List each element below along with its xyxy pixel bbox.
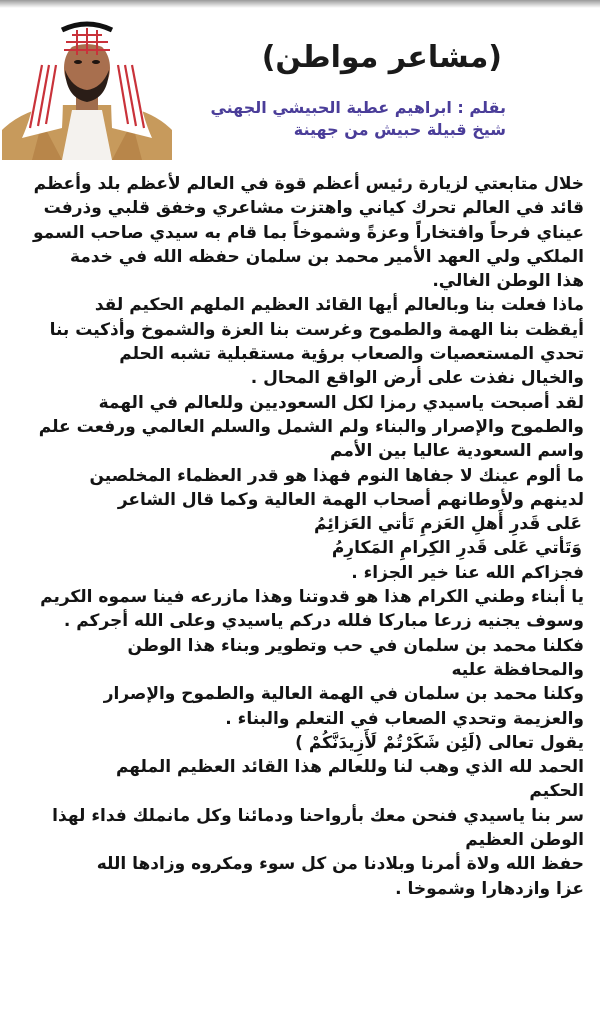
text-line: تحدي المستعصيات والصعاب برؤية مستقبلية تشبه الحلم xyxy=(119,344,584,365)
text-line: حفظ الله ولاة أمرنا وبلادنا من كل سوء ومكروه وزادها الله xyxy=(96,854,584,875)
text-line: عزا وازدهارا وشموخا . xyxy=(395,878,584,899)
text-line: لدينهم ولأوطانهم أصحاب الهمة العالية وكما قال الشاعر xyxy=(117,489,584,510)
text-line: الحكيم xyxy=(529,781,584,802)
text-line: وسوف يجنيه زرعا مباركا فلله دركم ياسيدي وعلى الله أجركم . xyxy=(63,611,584,632)
article-header xyxy=(175,40,590,160)
text-line: الوطن العظيم xyxy=(465,830,584,851)
article-title: (مشاعر مواطن) xyxy=(261,40,502,75)
poem-verse: عَلى قَدرِ أَهلِ العَزمِ تَأتي العَزائِمُ xyxy=(314,514,582,535)
text-line: والمحافظة عليه xyxy=(451,659,584,680)
text-line: فجزاكم الله عنا خير الجزاء . xyxy=(351,562,584,583)
text-line: ما ألوم عينك لا جفاها النوم فهذا هو قدر العظماء المخلصين xyxy=(89,465,584,486)
text-line: لقد أصبحت ياسيدي رمزا لكل السعوديين وللعالم في الهمة xyxy=(98,392,584,413)
poem-verse: وَتَأتي عَلى قَدرِ الكِرامِ المَكارِمُ xyxy=(331,538,582,559)
top-shadow xyxy=(0,0,600,8)
text-line: وكلنا محمد بن سلمان في الهمة العالية والطموح والإصرار xyxy=(103,684,584,705)
author-title: شيخ قبيلة حبيش من جهينة xyxy=(293,120,506,139)
author-portrait xyxy=(2,10,172,160)
text-line: هذا الوطن الغالي. xyxy=(432,271,584,292)
text-line: واسم السعودية عاليا بين الأمم xyxy=(330,441,584,462)
text-line: الحمد لله الذي وهب لنا وللعالم هذا القائد العظيم الملهم xyxy=(115,757,584,778)
text-line: ماذا فعلت بنا وبالعالم أيها القائد العظيم الملهم الحكيم لقد xyxy=(94,295,584,316)
text-line: قائد في العالم تحرك كياني واهتزت مشاعري وخفق قلبي وذرفت xyxy=(43,198,584,219)
text-line: يا أبناء وطني الكرام هذا هو قدوتنا وهذا مازرعه فينا سموه الكريم xyxy=(40,587,584,608)
text-line: خلال متابعتي لزيارة رئيس أعظم قوة في العالم لأعظم بلد وأعظم xyxy=(33,174,584,194)
text-line: فكلنا محمد بن سلمان في حب وتطوير وبناء هذا الوطن xyxy=(127,635,584,656)
portrait-illustration xyxy=(2,10,172,160)
text-line: والعزيمة وتحدي الصعاب في التعلم والبناء . xyxy=(225,708,584,729)
text-line: والطموح والإصرار والبناء ولم الشمل والسلم العالمي ورفعت علم xyxy=(38,416,584,437)
text-line: الملكي ولي العهد الأمير محمد بن سلمان حفظه الله في خدمة xyxy=(69,246,584,267)
quran-verse: يقول تعالى (لَئِن شَكَرْتُمْ لَأَزِيدَنَّكُمْ ) xyxy=(295,732,584,753)
text-line: عيناي فرحاً وافتخاراً وعزةً وشموخاً بما قام به سيدي صاحب السمو xyxy=(33,222,584,243)
text-line: أيقظت بنا الهمة والطموح وغرست بنا العزة والشموخ وأذكيت بنا xyxy=(49,319,584,340)
text-line: سر بنا ياسيدي فنحن معك بأرواحنا ودمائنا وكل مانملك فداء لهذا xyxy=(52,805,584,826)
text-line: والخيال نفذت على أرض الواقع المحال . xyxy=(250,368,584,389)
article-body xyxy=(28,172,584,901)
author-byline: بقلم : ابراهيم عطية الحبيشي الجهني xyxy=(210,98,506,117)
